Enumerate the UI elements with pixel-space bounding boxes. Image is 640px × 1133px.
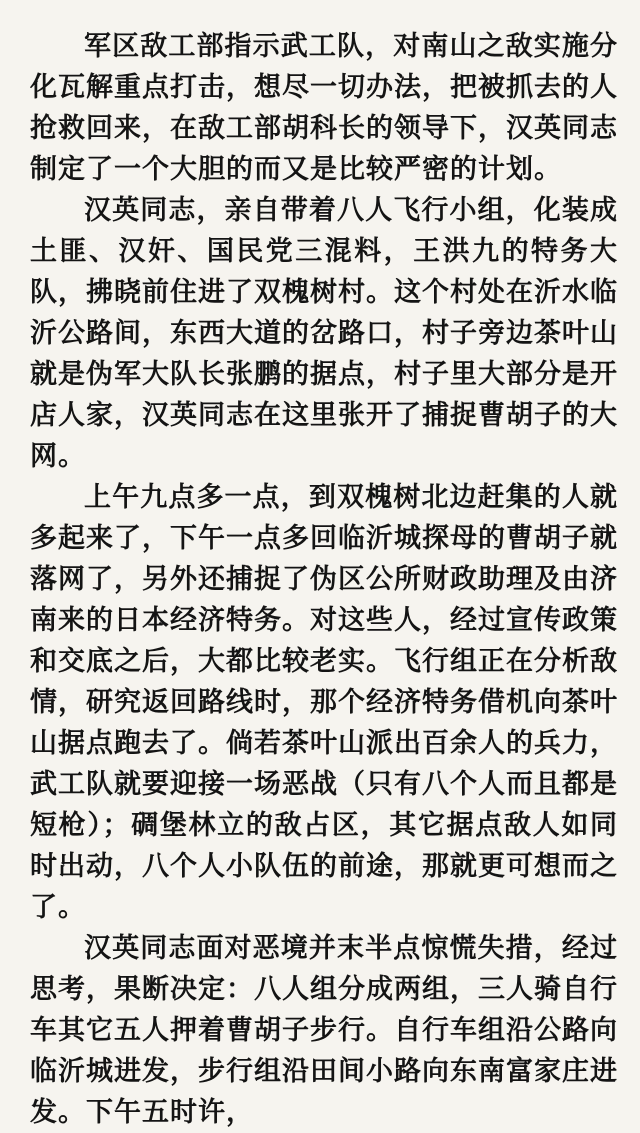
paragraph-1: 军区敌工部指示武工队，对南山之敌实施分化瓦解重点打击，想尽一切办法，把被抓去的人抢救回来，在敌工部胡科长的领导下，汉英同志制定了一个大胆的而又是比较严密的计划。	[30, 31, 618, 185]
paragraph-2: 汉英同志，亲自带着八人飞行小组，化装成土匪、汉奸、国民党三混料，王洪九的特务大队，拂晓前住进了双槐树村。这个村处在沂水临沂公路间，东西大道的岔路口，村子旁边茶叶山就是伪军大队长张鹏的据点，村子里大部分是开店人家，汉英同志在这里张开了捕捉曹胡子的大网。	[30, 195, 618, 472]
paragraph-3: 上午九点多一点，到双槐树北边赶集的人就多起来了，下午一点多回临沂城探母的曹胡子就落网了，另外还捕捉了伪区公所财政助理及由济南来的日本经济特务。对这些人，经过宣传政策和交底之后，大都比较老实。飞行组正在分析敌情，研究返回路线时，那个经济特务借机向茶叶山据点跑去了。倘若茶叶山派出百余人的兵力，武工队就要迎接一场恶战（只有八个人而且都是短枪）；碉堡林立的敌占区，其它据点敌人如同时出动，八个人小队伍的前途，那就更可想而之了。	[30, 482, 618, 923]
paragraph-4: 汉英同志面对恶境并末半点惊慌失措，经过思考，果断决定：八人组分成两组，三人骑自行车其它五人押着曹胡子步行。自行车组沿公路向临沂城进发，步行组沿田间小路向东南富家庄进发。下午五时许，	[30, 933, 618, 1128]
